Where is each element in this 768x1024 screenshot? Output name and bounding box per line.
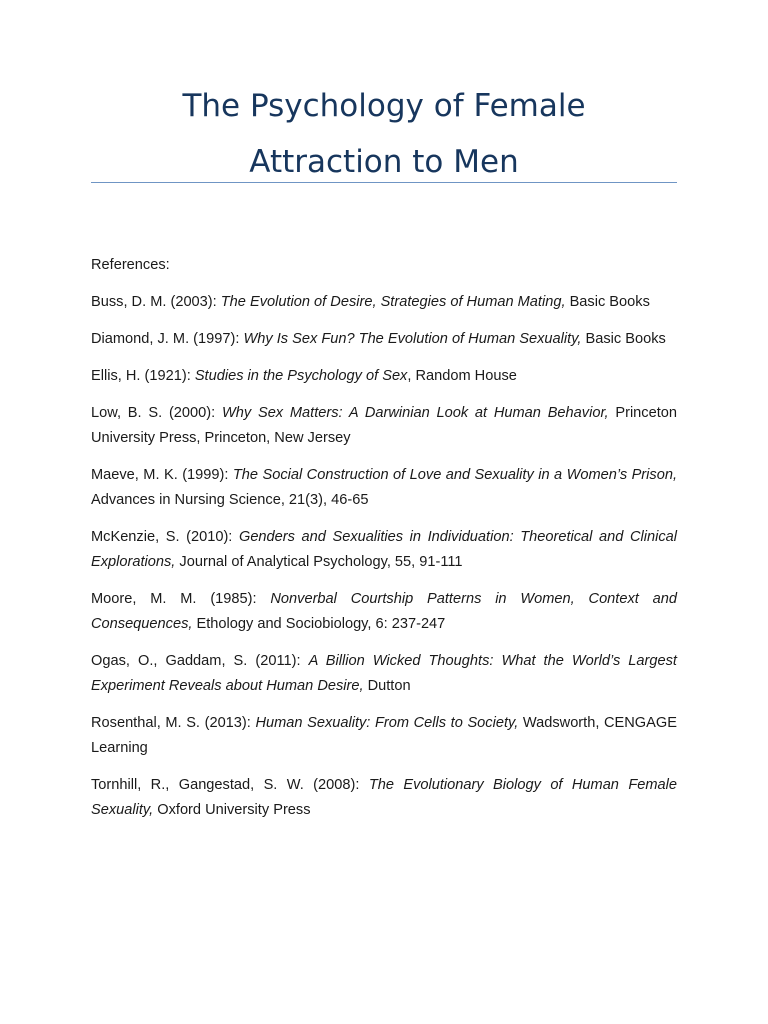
reference-work: Studies in the Psychology of Sex — [194, 368, 408, 384]
reference-item — [91, 525, 677, 575]
reference-authors: Buss, D. M. (2003): — [91, 294, 221, 310]
reference-authors: McKenzie, S. (2010): — [91, 529, 239, 545]
reference-item — [91, 587, 677, 637]
reference-authors: Tornhill, R., Gangestad, S. W. (2008): — [91, 777, 369, 793]
reference-authors: Ellis, H. (1921): — [91, 368, 195, 384]
reference-work: The Evolutionary Biology of Human Female Sexuality, — [91, 777, 677, 818]
reference-work: The Evolution of Desire, Strategies of Human Mating, — [220, 294, 566, 310]
reference-item — [91, 401, 677, 451]
reference-work: A Billion Wicked Thoughts: What the World’s Largest Experiment Reveals about Human Desire, — [91, 653, 677, 694]
document-title — [91, 78, 677, 190]
references-section — [91, 253, 677, 835]
reference-work: Genders and Sexualities in Individuation: Theoretical and Clinical Explorations, — [91, 529, 678, 570]
reference-item — [91, 773, 677, 823]
reference-source: Basic Books — [565, 294, 650, 310]
reference-authors: Moore, M. M. (1985): — [91, 591, 271, 607]
reference-source: Ethology and Sociobiology, 6: 237-247 — [192, 616, 446, 632]
reference-source: Basic Books — [581, 331, 666, 347]
reference-work: Nonverbal Courtship Patterns in Women, Context and Consequences, — [91, 591, 677, 632]
reference-authors: Low, B. S. (2000): — [91, 405, 222, 421]
references-heading: References: — [91, 257, 170, 273]
reference-authors: Maeve, M. K. (1999): — [91, 467, 233, 483]
reference-source: Oxford University Press — [153, 802, 311, 818]
title-line-2: Attraction to Men — [249, 144, 519, 180]
reference-authors: Diamond, J. M. (1997): — [91, 331, 244, 347]
reference-source: Dutton — [363, 678, 411, 694]
reference-work: The Social Construction of Love and Sexuality in a Women’s Prison, — [232, 467, 677, 483]
reference-source: Wadsworth, CENGAGE Learning — [91, 715, 677, 756]
reference-work: Why Sex Matters: A Darwinian Look at Human Behavior, — [221, 405, 609, 421]
reference-source: Advances in Nursing Science, 21(3), 46-65 — [91, 492, 369, 508]
reference-source: Princeton University Press, Princeton, New Jersey — [91, 405, 677, 446]
title-line-1: The Psychology of Female — [182, 88, 586, 124]
reference-work: Why Is Sex Fun? The Evolution of Human Sexuality, — [243, 331, 582, 347]
reference-item — [91, 649, 677, 699]
reference-source: Journal of Analytical Psychology, 55, 91-111 — [175, 554, 463, 570]
reference-authors: Ogas, O., Gaddam, S. (2011): — [91, 653, 309, 669]
reference-item — [91, 463, 677, 513]
reference-authors: Rosenthal, M. S. (2013): — [91, 715, 256, 731]
reference-item — [91, 327, 677, 352]
reference-item — [91, 290, 677, 315]
reference-item — [91, 711, 677, 761]
reference-item — [91, 364, 677, 389]
title-underline — [91, 182, 677, 183]
reference-source: , Random House — [407, 368, 517, 384]
reference-work: Human Sexuality: From Cells to Society, — [255, 715, 519, 731]
